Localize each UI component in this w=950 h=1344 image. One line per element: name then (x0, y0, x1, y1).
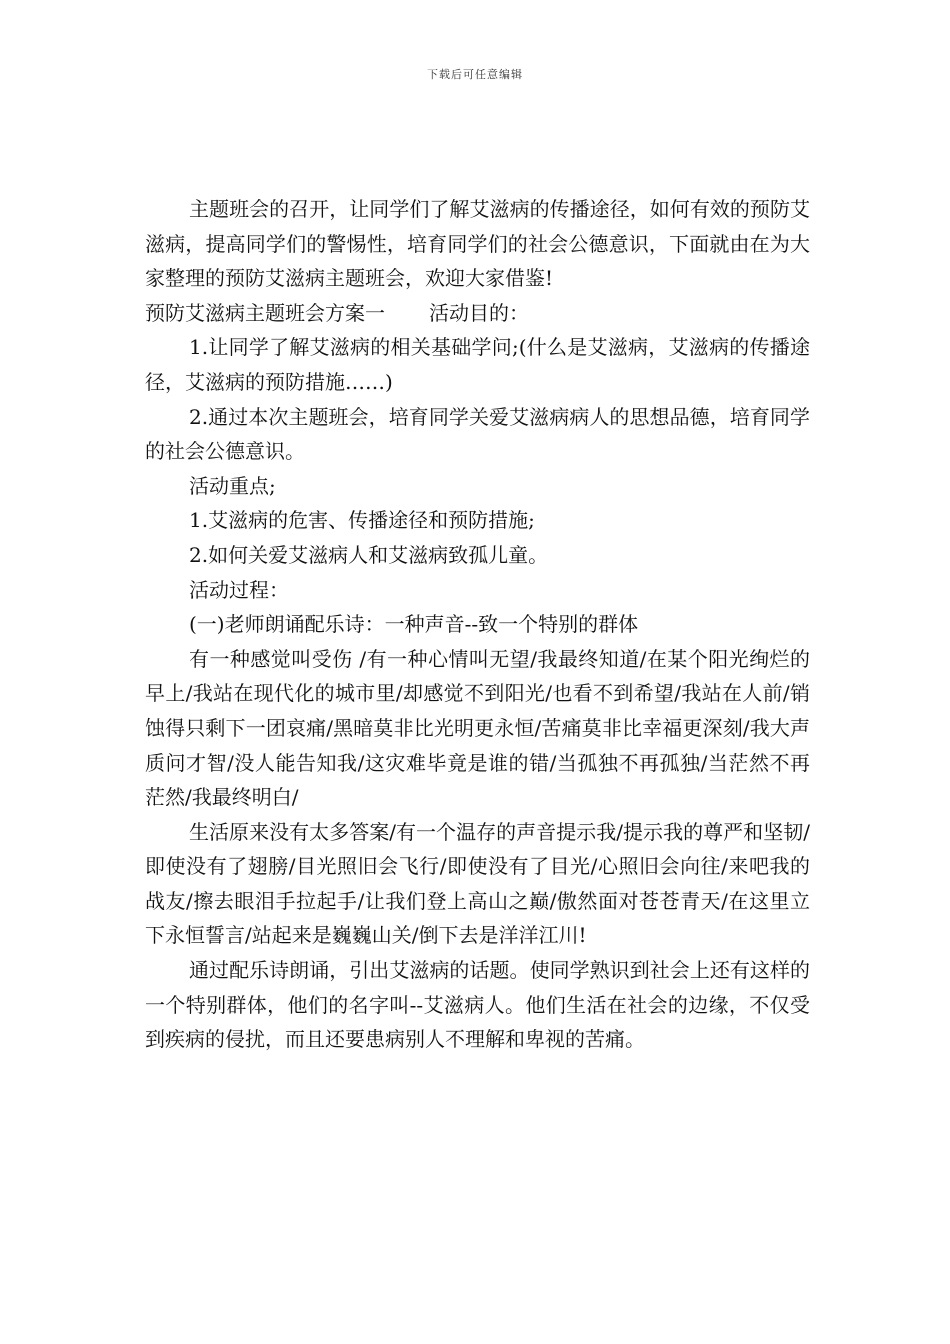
poem-paragraph-1: 有一种感觉叫受伤 /有一种心情叫无望/我最终知道/在某个阳光绚烂的早上/我站在现代化的城市里/却感觉不到阳光/也看不到希望/我站在人前/销蚀得只剩下一团哀痛/黑暗莫非比光明更永恒/苦痛莫非比幸福更深刻/我大声质问才智/没人能告知我/这灾难毕竟是谁的错/当孤独不再孤独/当茫然不再茫然/我最终明白/ (145, 646, 810, 810)
focus-heading: 活动重点; (189, 473, 276, 498)
header-note: 下载后可任意编辑 (427, 68, 523, 81)
plan-title-line (145, 296, 810, 331)
closing-paragraph: 通过配乐诗朗诵，引出艾滋病的话题。使同学熟识到社会上还有这样的一个特别群体，他们的名字叫--艾滋病人。他们生活在社会的边缘，不仅受到疾病的侵扰，而且还要患病别人不理解和卑视的苦痛。 (145, 958, 810, 1052)
focus-item-2: 2.如何关爱艾滋病人和艾滋病致孤儿童。 (189, 542, 549, 567)
focus-item-1: 1.艾滋病的危害、传播途径和预防措施; (189, 508, 535, 533)
process-heading: 活动过程： (189, 577, 289, 602)
goal-heading: 活动目的： (429, 300, 529, 325)
goal-item-2: 2.通过本次主题班会，培育同学关爱艾滋病病人的思想品德，培育同学的社会公德意识。 (145, 404, 810, 464)
document-body (145, 192, 810, 1057)
plan-title: 预防艾滋病主题班会方案一 (145, 300, 385, 325)
intro-paragraph: 主题班会的召开，让同学们了解艾滋病的传播途径，如何有效的预防艾滋病，提高同学们的警惕性，培育同学们的社会公德意识，下面就由在为大家整理的预防艾滋病主题班会，欢迎大家借鉴! (145, 197, 810, 291)
goal-item-1: 1.让同学了解艾滋病的相关基础学问;(什么是艾滋病，艾滋病的传播途径，艾滋病的预防措施……) (145, 335, 810, 394)
poem-paragraph-2: 生活原来没有太多答案/有一个温存的声音提示我/提示我的尊严和坚韧/即使没有了翅膀/目光照旧会飞行/即使没有了目光/心照旧会向往/来吧我的战友/擦去眼泪手拉起手/让我们登上高山之巅/傲然面对苍苍青天/在这里立下永恒誓言/站起来是巍巍山关/倒下去是洋洋江川! (145, 819, 810, 948)
step1-title: (一)老师朗诵配乐诗：一种声音--致一个特别的群体 (189, 612, 639, 637)
